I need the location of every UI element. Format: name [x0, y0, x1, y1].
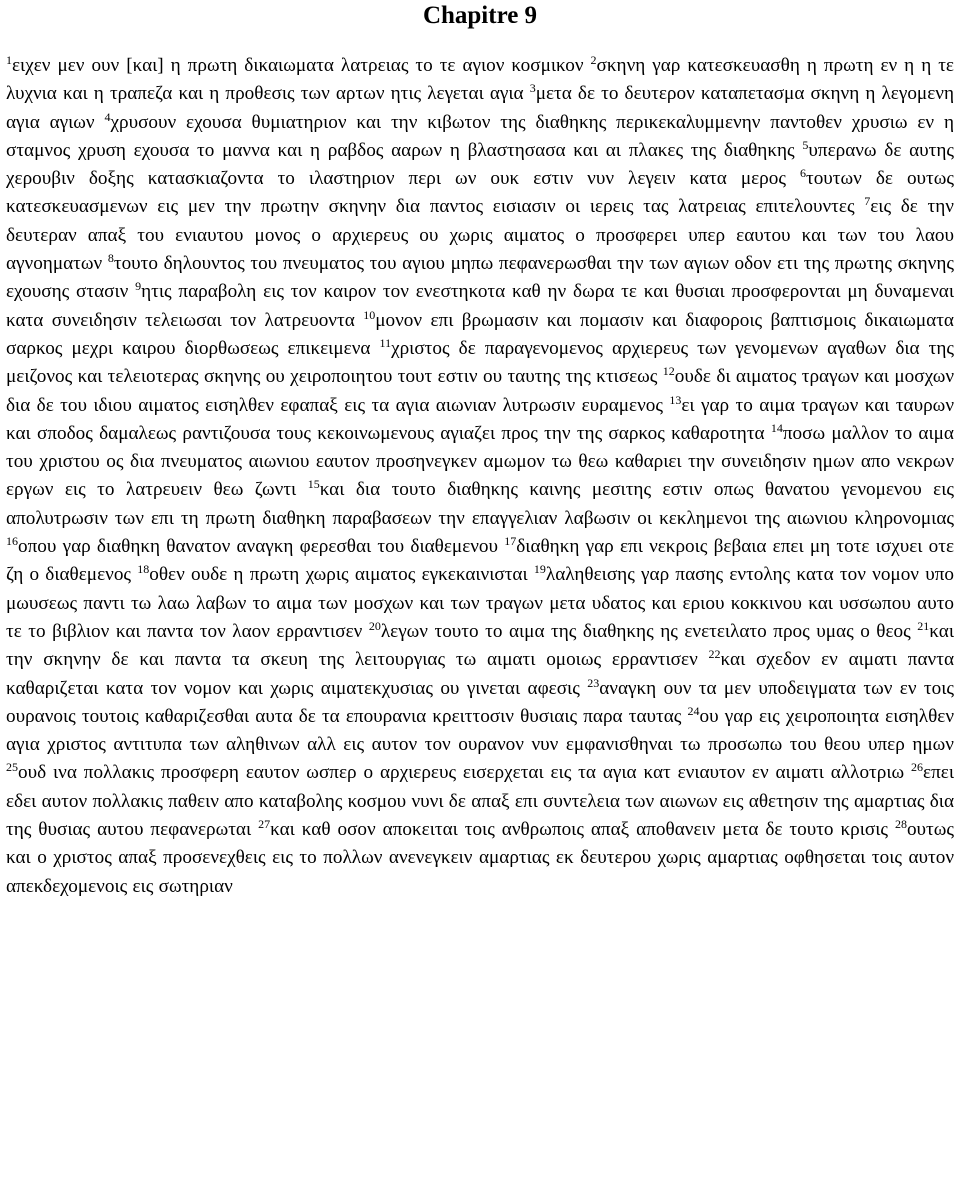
verse-number: 21: [917, 618, 930, 633]
verse-text: και δια τουτο διαθηκης καινης μεσιτης εστιν οπως θανατου γενομενου εις απολυτρωσιν των επι τη πρωτη διαθηκη παραβασεων την επαγγελιαν λαβωσιν οι κεκλημενοι της αιωνιου κληρονομιας: [6, 479, 954, 529]
verse-number: 7: [864, 194, 871, 209]
verse-text: μετα δε το δευτερον καταπετασμα σκηνη η λεγομενη αγια αγιων: [6, 83, 954, 133]
verse-number: 16: [6, 534, 18, 549]
chapter-text: [6, 47, 954, 901]
verse-number: 1: [6, 53, 12, 67]
verse-text: σκηνη γαρ κατεσκευασθη η πρωτη εν η η τε λυχνια και η τραπεζα και η προθεσις των αρτων ητις λεγεται αγια: [6, 55, 954, 105]
verse-number: 11: [379, 335, 392, 350]
verse-text: ου γαρ εις χειροποιητα εισηλθεν αγια χριστος αντιτυπα των αληθινων αλλ εις αυτον τον ουρανον νυν εμφανισθηναι τω προσωπω του θεου υπερ ημων: [6, 705, 954, 756]
verse-text: υπερανω δε αυτης χερουβιν δοξης κατασκιαζοντα το ιλαστηριον περι ων ουκ εστιν νυν λεγειν κατα μερος: [6, 139, 955, 190]
verse-number: 27: [258, 817, 271, 832]
verse-number: 9: [135, 279, 142, 294]
verse-text: τουτο δηλουντος του πνευματος του αγιου μηπω πεφανερωσθαι την των αγιων οδον ετι της πρωτης σκηνης εχουσης στασιν: [6, 253, 954, 303]
verse-text: λαληθεισης γαρ πασης εντολης κατα τον νομον υπο μωυσεως παντι τω λαω λαβων το αιμα των μοσχων και των τραγων μετα υδατος και εριου κοκκινου και υσσωπου αυτο τε το βιβλιον και παντα τον λαον ερραντισεν: [6, 564, 954, 642]
verse-number: 26: [911, 760, 924, 775]
verse-number: 13: [669, 392, 682, 407]
verse-text: ουδε δι αιματος τραγων και μοσχων δια δε του ιδιου αιματος εισηλθεν εφαπαξ εις τα αγια αιωνιαν λυτρωσιν ευραμενος: [6, 366, 954, 416]
verse-text: χριστος δε παραγενομενος αρχιερευς των γενομενων αγαθων δια της μειζονος και τελειοτερας σκηνης ου χειροποιητου τουτ εστιν ου ταυτης της κτισεως: [6, 337, 954, 388]
verse-text: εις δε την δευτεραν απαξ του ενιαυτου μονος ο αρχιερευς ου χωρις αιματος ο προσφερει υπερ εαυτου και των του λαου αγνοηματων: [6, 196, 954, 275]
verse-number: 20: [368, 618, 381, 633]
verse-text: ουδ ινα πολλακις προσφερη εαυτον ωσπερ ο αρχιερευς εισερχεται εις τα αγια κατ ενιαυτον εν αιματι αλλοτριω: [18, 762, 912, 784]
verse-number: 12: [662, 364, 675, 379]
document-page: [6, 0, 954, 901]
verse-text: λεγων τουτο το αιμα της διαθηκης ης ενετειλατο προς υμας ο θεος: [380, 620, 918, 642]
verse-text: ειχεν μεν ουν [και] η πρωτη δικαιωματα λατρειας το τε αγιον κοσμικον: [12, 55, 591, 76]
verse-number: 15: [307, 477, 320, 492]
verse-text: οπου γαρ διαθηκη θανατον αναγκη φερεσθαι του διαθεμενου: [18, 536, 505, 558]
verse-number: 8: [107, 251, 114, 266]
verse-number: 3: [529, 81, 536, 96]
verse-text: αναγκη ουν τα μεν υποδειγματα των εν τοις ουρανοις τουτοις καθαριζεσθαι αυτα δε τα επουρανια κρειττοσιν θυσιαις παρα ταυτας: [6, 677, 954, 727]
verse-text: διαθηκη γαρ επι νεκροις βεβαια επει μη τοτε ισχυει οτε ζη ο διαθεμενος: [6, 536, 955, 586]
verse-number: 17: [504, 534, 517, 549]
verse-number: 24: [687, 703, 700, 718]
verse-text: ουτως και ο χριστος απαξ προσενεχθεις εις το πολλων ανενεγκειν αμαρτιας εκ δευτερου χωρις αμαρτιας οφθησεται τοις αυτον απεκδεχομενοις εις σωτηριαν: [6, 819, 954, 897]
verse-text: οθεν ουδε η πρωτη χωρις αιματος εγκεκαινισται: [149, 564, 534, 586]
verse-text: και την σκηνην δε και παντα τα σκευη της λειτουργιας τω αιματι ομοιως ερραντισεν: [6, 620, 954, 671]
verse-number: 10: [363, 307, 376, 322]
verse-number: 5: [802, 137, 809, 152]
verse-text: χρυσουν εχουσα θυμιατηριον και την κιβωτον της διαθηκης περικεκαλυμμενην παντοθεν χρυσιω εν η σταμνος χρυση εχουσα το μαννα και η ραβδος ααρων η βλαστησασα και αι πλακες της διαθηκης: [6, 111, 955, 161]
verse-number: 25: [6, 760, 18, 775]
verse-number: 22: [708, 647, 721, 662]
verse-number: 6: [799, 166, 806, 181]
verse-number: 18: [137, 562, 150, 577]
verse-number: 4: [104, 109, 111, 124]
verse-text: επει εδει αυτον πολλακις παθειν απο καταβολης κοσμου νυνι δε απαξ επι συντελεια των αιωνων εις αθετησιν της αμαρτιας δια της θυσιας αυτου πεφανερωται: [6, 762, 954, 841]
verse-text: και σχεδον εν αιματι παντα καθαριζεται κατα τον νομον και χωρις αιματεκχυσιας ου γινεται αφεσις: [6, 649, 954, 699]
verse-text: ει γαρ το αιμα τραγων και ταυρων και σποδος δαμαλεως ραντιζουσα τους κεκοινωμενους αγιαζει προς την της σαρκος καθαροτητα: [6, 394, 954, 444]
verse-text: ητις παραβολη εις τον καιρον τον ενεστηκοτα καθ ην δωρα τε και θυσιαι προσφερονται μη δυναμεναι κατα συνειδησιν τελειωσαι τον λατρευοντα: [6, 281, 954, 331]
verse-number: 19: [533, 562, 546, 577]
verse-number: 23: [587, 675, 600, 690]
verse-text: μονον επι βρωμασιν και πομασιν και διαφοροις βαπτισμοις δικαιωματα σαρκος μεχρι καιρου διορθωσεως επικειμενα: [6, 309, 954, 359]
verse-text: ποσω μαλλον το αιμα του χριστου ος δια πνευματος αιωνιου εαυτον προσηνεγκεν αμωμον τω θεω καθαριει την συνειδησιν ημων απο νεκρων εργων εις το λατρευειν θεω ζωντι: [6, 422, 954, 501]
verse-number: 2: [590, 53, 597, 67]
verse-number: 28: [894, 817, 907, 832]
verse-text: και καθ οσον αποκειται τοις ανθρωποις απαξ αποθανειν μετα δε τουτο κρισις: [270, 819, 895, 841]
verse-number: 14: [770, 420, 783, 435]
verse-text: τουτων δε ουτως κατεσκευασμενων εις μεν την πρωτην σκηνην δια παντος εισιασιν οι ιερεις τας λατρειας επιτελουντες: [6, 168, 954, 218]
chapter-title: Chapitre 9: [422, 2, 538, 29]
